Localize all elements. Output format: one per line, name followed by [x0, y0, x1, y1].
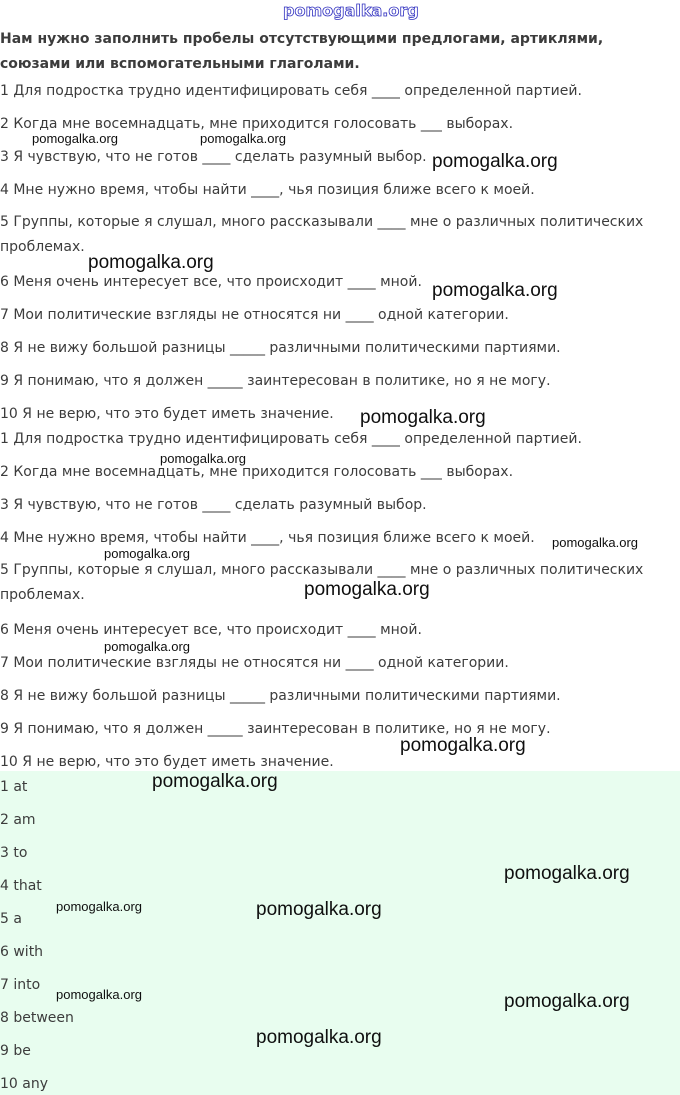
sentence-4: 4 Мне нужно время, чтобы найти ____, чья позиция ближе всего к моей.	[0, 182, 535, 198]
sentence-6: 6 Меня очень интересует все, что происходит ____ мной.	[0, 274, 422, 290]
task-instructions: Нам нужно заполнить пробелы отсутствующими предлогами, артиклями, союзами или вспомогательными глаголами.	[0, 31, 604, 72]
sentence-10-repeat: 10 Я не верю, что это будет иметь значение.	[0, 754, 334, 770]
answer-10: 10 any	[0, 1076, 49, 1092]
answer-8: 8 between	[0, 1010, 74, 1026]
sentence-10: 10 Я не верю, что это будет иметь значение.	[0, 406, 334, 422]
watermark: pomogalka.org	[256, 1027, 382, 1048]
watermark: pomogalka.org	[104, 639, 190, 654]
watermark: pomogalka.org	[256, 899, 382, 920]
sentence-9: 9 Я понимаю, что я должен _____ заинтересован в политике, но я не могу.	[0, 373, 551, 389]
watermark: pomogalka.org	[432, 151, 558, 172]
watermark: pomogalka.org	[504, 863, 630, 884]
sentence-8-repeat: 8 Я не вижу большой разницы _____ различными политическими партиями.	[0, 688, 561, 704]
answer-2: 2 am	[0, 812, 36, 828]
answer-7: 7 into	[0, 977, 41, 993]
sentence-1-repeat: 1 Для подростка трудно идентифицировать себя ____ определенной партией.	[0, 431, 582, 447]
sentence-9-repeat: 9 Я понимаю, что я должен _____ заинтересован в политике, но я не могу.	[0, 721, 551, 737]
answer-3: 3 to	[0, 845, 28, 861]
watermark: pomogalka.org	[88, 252, 214, 273]
sentence-3: 3 Я чувствую, что не готов ____ сделать разумный выбор.	[0, 149, 427, 165]
site-logo-link[interactable]: pomogalka.org	[283, 1, 419, 20]
watermark: pomogalka.org	[304, 579, 430, 600]
answer-9: 9 be	[0, 1043, 31, 1059]
watermark: pomogalka.org	[56, 899, 142, 914]
sentence-7-repeat: 7 Мои политические взгляды не относятся ни ____ одной категории.	[0, 655, 509, 671]
watermark: pomogalka.org	[104, 546, 190, 561]
watermark: pomogalka.org	[160, 451, 246, 466]
watermark: pomogalka.org	[200, 131, 286, 146]
sentence-3-repeat: 3 Я чувствую, что не готов ____ сделать разумный выбор.	[0, 497, 427, 513]
watermark: pomogalka.org	[432, 280, 558, 301]
sentence-8: 8 Я не вижу большой разницы _____ различными политическими партиями.	[0, 340, 561, 356]
watermark: pomogalka.org	[360, 407, 486, 428]
watermark: pomogalka.org	[400, 735, 526, 756]
sentence-1: 1 Для подростка трудно идентифицировать себя ____ определенной партией.	[0, 83, 582, 99]
answer-5: 5 a	[0, 911, 22, 927]
watermark: pomogalka.org	[152, 771, 278, 792]
sentence-2-repeat: 2 Когда мне восемнадцать, мне приходится голосовать ___ выборах.	[0, 464, 514, 480]
sentence-5-repeat: 5 Группы, которые я слушал, много рассказывали ____ мне о различных политических проблемах.	[0, 562, 644, 603]
sentence-2: 2 Когда мне восемнадцать, мне приходится голосовать ___ выборах.	[0, 116, 514, 132]
sentence-7: 7 Мои политические взгляды не относятся ни ____ одной категории.	[0, 307, 509, 323]
watermark: pomogalka.org	[504, 991, 630, 1012]
watermark: pomogalka.org	[552, 535, 638, 550]
answer-6: 6 with	[0, 944, 44, 960]
answer-1: 1 at	[0, 779, 28, 795]
sentence-6-repeat: 6 Меня очень интересует все, что происходит ____ мной.	[0, 622, 422, 638]
sentence-4-repeat: 4 Мне нужно время, чтобы найти ____, чья позиция ближе всего к моей.	[0, 530, 535, 546]
site-header	[0, 0, 680, 26]
watermark: pomogalka.org	[56, 987, 142, 1002]
sentence-5: 5 Группы, которые я слушал, много рассказывали ____ мне о различных политических проблемах.	[0, 214, 644, 255]
answer-4: 4 that	[0, 878, 42, 894]
watermark: pomogalka.org	[32, 131, 118, 146]
